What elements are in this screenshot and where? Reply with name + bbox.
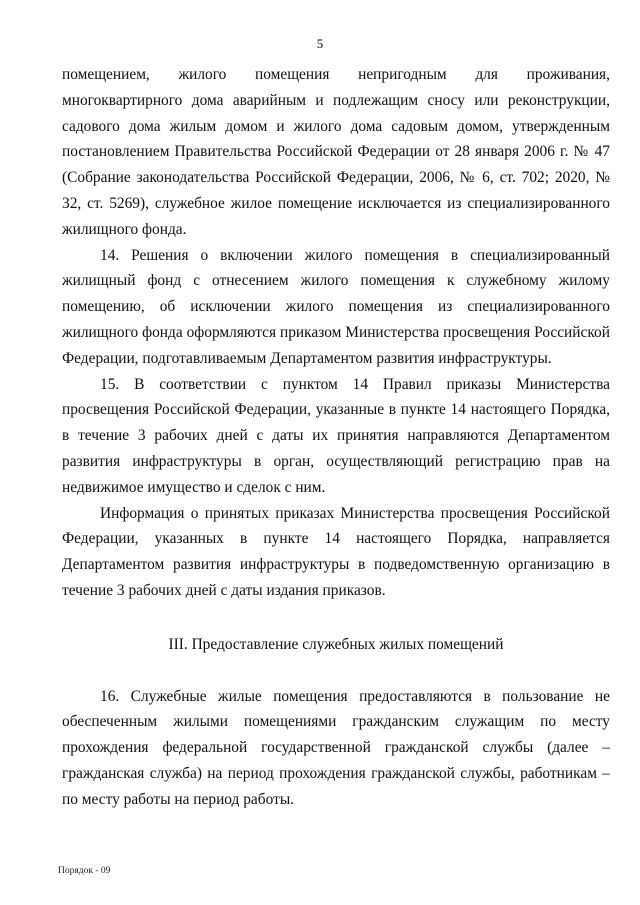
document-body bbox=[62, 62, 610, 813]
page-number: 5 bbox=[316, 36, 324, 51]
paragraph-item-15: 15. В соответствии с пунктом 14 Правил приказы Министерства просвещения Российской Федерации, указанные в пункте 14 настоящего Порядка, в течение 3 рабочих дней с даты их принятия направляются Департаментом развития инфраструктуры в орган, осуществляющий регистрацию прав на недвижимое имущество и сделок с ним. bbox=[62, 375, 610, 496]
paragraph-information: Информация о принятых приказах Министерства просвещения Российской Федерации, указанных в пункте 14 настоящего Порядка, направляется Департаментом развития инфраструктуры в подведомственную организацию в течение 3 рабочих дней с даты издания приказов. bbox=[62, 504, 610, 599]
paragraph-item-16: 16. Служебные жилые помещения предоставляются в пользование не обеспеченным жилыми помещениями гражданским служащим по месту прохождения федеральной государственной гражданской службы (далее – гражданская служба) на период прохождения гражданской службы, работникам – по месту работы на период работы. bbox=[62, 687, 610, 808]
paragraph-item-14: 14. Решения о включении жилого помещения в специализированный жилищный фонд с отнесением жилого помещения к служебному жилому помещению, об исключении жилого помещения из специализированного жилищного фонда оформляются приказом Министерства просвещения Российской Федерации, подготавливаемым Департаментом развития инфраструктуры. bbox=[62, 246, 610, 367]
paragraph-continuation: помещением, жилого помещения непригодным для проживания, многоквартирного дома аварийным и подлежащим сносу или реконструкции, садового дома жилым домом и жилого дома садовым домом, утвержденным постановлением Правительства Российской Федерации от 28 января 2006 г. № 47 (Собрание законодательства Российской Федерации, 2006, № 6, ст. 702; 2020, № 32, ст. 5269), служебное жилое помещение исключается из специализированного жилищного фонда. bbox=[62, 66, 610, 238]
section-heading: III. Предоставление служебных жилых помещений bbox=[168, 635, 504, 653]
document-footer: Порядок - 09 bbox=[58, 866, 111, 876]
